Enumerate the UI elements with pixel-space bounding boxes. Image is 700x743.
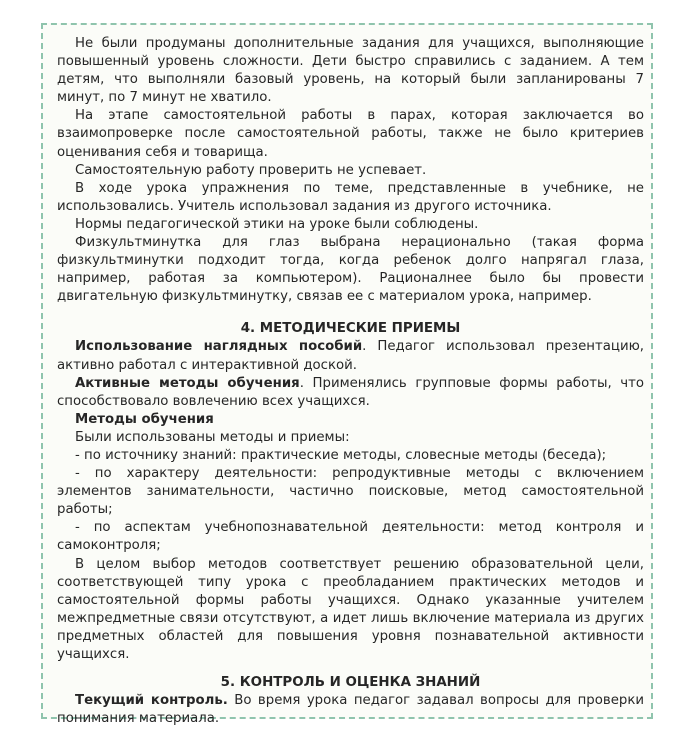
paragraph-current-control (57, 692, 644, 728)
paragraph-active-methods (57, 375, 644, 411)
section-heading-methods: 4. МЕТОДИЧЕСКИЕ ПРИЕМЫ (240, 321, 461, 337)
paragraph: Самостоятельную работу проверить не успевает. (75, 162, 427, 178)
term-visual-aids: Использование наглядных пособий (75, 339, 363, 355)
methods-conclusion: В целом выбор методов соответствует решению образовательной цели, соответствующей типу урока с преобладанием практических методов и самостоятельной формы работы учащихся. Однако указанные учителем межпредметные связи отсутствуют, а идет лишь включение материала из других предметных областей для повышения уровня познавательной активности учащихся. (57, 556, 644, 662)
methods-list-item: - по аспектам учебнопознавательной деятельности: метод контроля и самоконтроля; (57, 520, 644, 554)
paragraph: Не были продуманы дополнительные задания для учащихся, выполняющие повышенный уровень сложности. Дети быстро справились с заданием. А тем детям, что выполняли базовый уровень, на который были запланированы 7 минут, по 7 минут не хватило. (57, 36, 644, 106)
document-body (57, 35, 644, 728)
paragraph: Физкультминутка для глаз выбрана нерационально (такая форма физкультминутки подходит тогда, когда ребенок долго напрягал глаза, например, работая за компьютером). Рационалнее было бы провести двигательную физкультминутку, связав ее с материалом урока, например. (57, 235, 644, 305)
text-active-methods: . Применялись групповые формы работы, что способствовало вовлечению всех учащихся. (57, 375, 644, 409)
paragraph-teaching-methods (57, 411, 644, 429)
text-current-control: Во время урока педагог задавал вопросы для проверки понимания материала. (57, 693, 644, 727)
section-heading-control: 5. КОНТРОЛЬ И ОЦЕНКА ЗНАНИЙ (220, 675, 481, 691)
paragraph: На этапе самостоятельной работы в парах, которая заключается во взаимопроверке после самостоятельной работы, также не было критериев оценивания себя и товарища. (57, 108, 644, 160)
methods-intro: Были использованы методы и приемы: (75, 429, 350, 445)
term-current-control: Текущий контроль. (75, 693, 228, 709)
paragraph: Нормы педагогической этики на уроке были соблюдены. (75, 216, 479, 232)
term-teaching-methods: Методы обучения (75, 411, 214, 427)
paragraph: В ходе урока упражнения по теме, представленные в учебнике, не использовались. Учитель использовал задания из другого источника. (57, 180, 644, 214)
methods-list-item: - по источнику знаний: практические методы, словесные методы (беседа); (75, 447, 607, 463)
term-active-methods: Активные методы обучения (75, 375, 300, 391)
paragraph-visual-aids (57, 338, 644, 374)
methods-list-item: - по характеру деятельности: репродуктивные методы с включением элементов занимательности, частично поисковые, метод самостоятельной работы; (57, 466, 644, 518)
text-visual-aids: . Педагог использовал презентацию, активно работал с интерактивной доской. (57, 339, 645, 373)
